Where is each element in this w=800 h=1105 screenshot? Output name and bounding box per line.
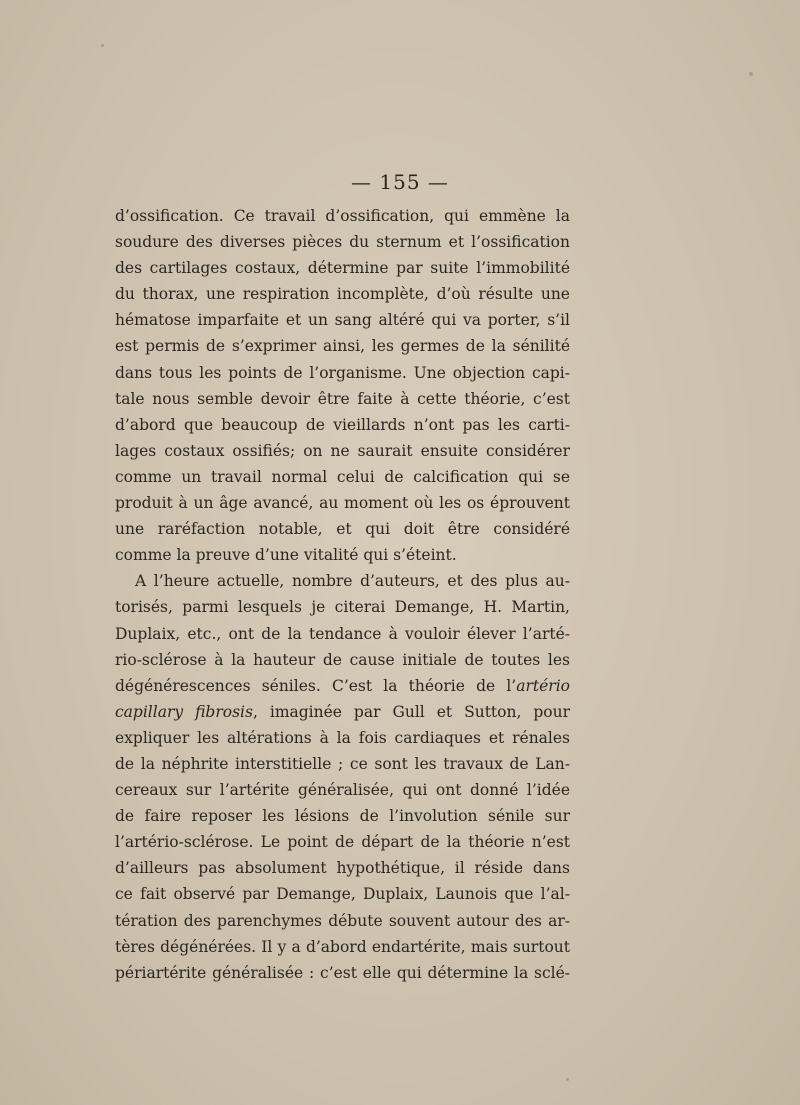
text-line-content: de la néphrite interstitielle ; ce sont les travaux de Lan- bbox=[115, 754, 570, 773]
text-line-content: de faire reposer les lésions de l’involution sénile sur bbox=[115, 807, 570, 826]
body-text bbox=[115, 203, 570, 986]
paper-speck bbox=[101, 44, 104, 47]
text-line-content: d’abord que beaucoup de vieillards n’ont pas les carti- bbox=[115, 415, 570, 434]
text-line bbox=[115, 934, 570, 960]
text-line bbox=[115, 255, 570, 281]
text-line-content: produit à un âge avancé, au moment où les os éprouvent bbox=[115, 494, 570, 513]
text-line-content: rio-sclérose à la hauteur de cause initiale de toutes les bbox=[115, 650, 570, 669]
text-line-content: A l’heure actuelle, nombre d’auteurs, et des plus au- bbox=[135, 572, 570, 591]
text-line bbox=[115, 725, 570, 751]
text-line-content: d’ossification. Ce travail d’ossification, qui emmène la bbox=[115, 207, 570, 225]
text-line-content: tale nous semble devoir être faite à cette théorie, c’est bbox=[115, 389, 570, 408]
page-number: — 155 — bbox=[351, 170, 449, 194]
text-line bbox=[115, 386, 570, 412]
text-line bbox=[115, 751, 570, 777]
text-line-content: une raréfaction notable, et qui doit être considéré bbox=[115, 520, 570, 539]
text-line bbox=[115, 881, 570, 907]
text-line bbox=[115, 490, 570, 516]
text-line bbox=[115, 516, 570, 542]
paper-speck bbox=[749, 72, 753, 76]
text-line bbox=[115, 542, 570, 568]
text-line-content: ce fait observé par Demange, Duplaix, Launois que l’al- bbox=[115, 885, 570, 904]
text-line bbox=[115, 229, 570, 255]
text-line-content: expliquer les altérations à la fois cardiaques et rénales bbox=[115, 728, 570, 747]
text-line-content: est permis de s’exprimer ainsi, les germes de la sénilité bbox=[115, 337, 570, 356]
text-line-content: tères dégénérées. Il y a d’abord endartérite, mais surtout bbox=[115, 937, 570, 956]
text-line-content: du thorax, une respiration incomplète, d’où résulte une bbox=[115, 285, 570, 304]
text-line bbox=[115, 803, 570, 829]
text-line bbox=[115, 438, 570, 464]
text-line bbox=[115, 307, 570, 333]
text-line-content: Duplaix, etc., ont de la tendance à vouloir élever l’arté- bbox=[115, 624, 570, 643]
text-line bbox=[115, 412, 570, 438]
text-line bbox=[115, 855, 570, 881]
text-line bbox=[115, 673, 570, 699]
text-line-content: d’ailleurs pas absolument hypothétique, il réside dans bbox=[115, 859, 570, 878]
text-line-content: tération des parenchymes débute souvent autour des ar- bbox=[115, 911, 570, 930]
text-line bbox=[115, 777, 570, 803]
text-line-content: hématose imparfaite et un sang altéré qui va porter, s’il bbox=[115, 311, 570, 330]
text-line bbox=[115, 829, 570, 855]
text-line bbox=[115, 594, 570, 620]
text-line bbox=[115, 647, 570, 673]
text-line-content: torisés, parmi lesquels je citerai Demange, H. Martin, bbox=[115, 598, 570, 617]
text-line-content: comme la preuve d’une vitalité qui s’éteint. bbox=[115, 546, 457, 565]
paper-speck bbox=[566, 1078, 569, 1081]
text-line bbox=[115, 360, 570, 386]
text-line bbox=[115, 908, 570, 934]
text-line-continuation: , imaginée par Gull et Sutton, pour bbox=[252, 702, 571, 721]
text-line bbox=[115, 699, 570, 725]
text-line-content: dégénérescences séniles. C’est la théorie de l’ bbox=[115, 676, 517, 695]
italic-term: capillary fibrosis bbox=[115, 702, 253, 721]
text-line-content: lages costaux ossifiés; on ne saurait ensuite considérer bbox=[115, 441, 570, 460]
text-line bbox=[115, 333, 570, 359]
text-line bbox=[115, 960, 570, 986]
text-line bbox=[115, 203, 570, 229]
text-line bbox=[115, 568, 570, 594]
text-line-content: l’artério-sclérose. Le point de départ de la théorie n’est bbox=[115, 833, 570, 852]
text-line-content: cereaux sur l’artérite généralisée, qui ont donné l’idée bbox=[115, 781, 570, 800]
italic-term: artério bbox=[516, 676, 570, 695]
text-line bbox=[115, 464, 570, 490]
text-line-content: des cartilages costaux, détermine par suite l’immobilité bbox=[115, 259, 570, 278]
text-line-content: dans tous les points de l’organisme. Une objection capi- bbox=[115, 363, 570, 382]
text-line bbox=[115, 281, 570, 307]
text-line-content: soudure des diverses pièces du sternum et l’ossification bbox=[115, 233, 570, 252]
text-line-content: comme un travail normal celui de calcification qui se bbox=[115, 467, 570, 486]
text-line bbox=[115, 621, 570, 647]
text-line-content: périartérite généralisée : c’est elle qui détermine la sclé- bbox=[115, 963, 570, 982]
